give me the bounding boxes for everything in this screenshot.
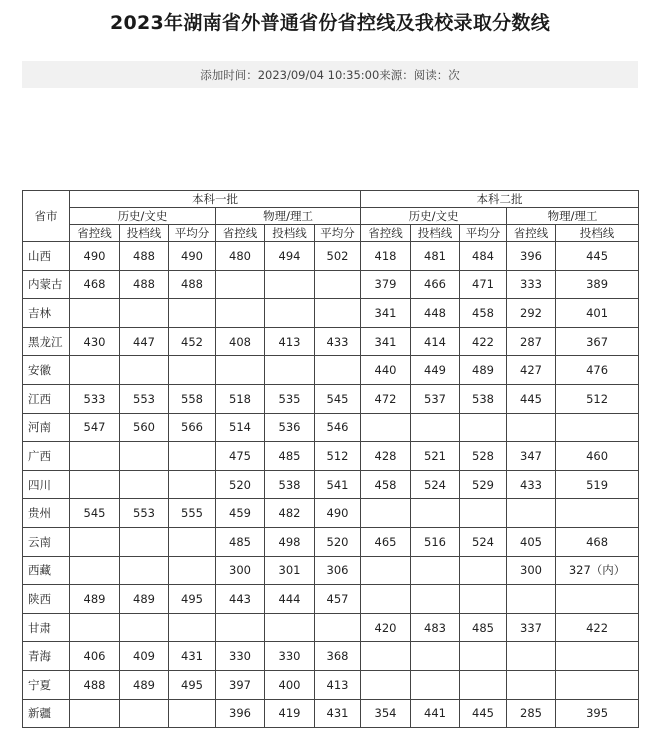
score-cell: 401 bbox=[556, 299, 639, 328]
score-cell: 408 bbox=[216, 327, 265, 356]
score-cell bbox=[361, 642, 411, 671]
score-cell: 431 bbox=[169, 642, 216, 671]
score-cell bbox=[265, 613, 315, 642]
score-cell: 529 bbox=[460, 470, 507, 499]
table-row bbox=[23, 670, 639, 699]
score-cell: 512 bbox=[315, 442, 361, 471]
score-cell: 300 bbox=[216, 556, 265, 585]
score-cell: 553 bbox=[120, 384, 169, 413]
score-cell: 485 bbox=[460, 613, 507, 642]
score-cell bbox=[70, 556, 120, 585]
score-cell bbox=[216, 356, 265, 385]
score-cell: 457 bbox=[315, 585, 361, 614]
score-cell: 533 bbox=[70, 384, 120, 413]
score-cell: 367 bbox=[556, 327, 639, 356]
score-cell: 488 bbox=[120, 270, 169, 299]
score-cell: 524 bbox=[411, 470, 460, 499]
score-cell: 460 bbox=[556, 442, 639, 471]
score-cell: 490 bbox=[169, 242, 216, 271]
table-row bbox=[23, 384, 639, 413]
score-cell: 468 bbox=[70, 270, 120, 299]
score-cell: 341 bbox=[361, 327, 411, 356]
score-cell: 368 bbox=[315, 642, 361, 671]
table-row bbox=[23, 242, 639, 271]
score-cell: 306 bbox=[315, 556, 361, 585]
score-cell bbox=[411, 556, 460, 585]
score-cell: 413 bbox=[315, 670, 361, 699]
score-cell bbox=[120, 356, 169, 385]
score-cell bbox=[315, 299, 361, 328]
score-cell: 546 bbox=[315, 413, 361, 442]
score-cell: 481 bbox=[411, 242, 460, 271]
table-row bbox=[23, 270, 639, 299]
header-row-columns bbox=[23, 225, 639, 242]
score-cell: 518 bbox=[216, 384, 265, 413]
score-cell: 395 bbox=[556, 699, 639, 728]
score-cell: 541 bbox=[315, 470, 361, 499]
score-cell bbox=[216, 299, 265, 328]
score-cell: 489 bbox=[460, 356, 507, 385]
score-cell: 440 bbox=[361, 356, 411, 385]
score-cell: 428 bbox=[361, 442, 411, 471]
column-header: 投档线 bbox=[120, 225, 169, 242]
score-cell bbox=[361, 413, 411, 442]
province-cell: 宁夏 bbox=[23, 670, 70, 699]
score-cell: 431 bbox=[315, 699, 361, 728]
score-cell: 330 bbox=[216, 642, 265, 671]
score-cell: 418 bbox=[361, 242, 411, 271]
score-cell: 396 bbox=[507, 242, 556, 271]
province-cell: 甘肃 bbox=[23, 613, 70, 642]
score-cell: 444 bbox=[265, 585, 315, 614]
score-cell bbox=[361, 670, 411, 699]
province-cell: 安徽 bbox=[23, 356, 70, 385]
score-cell: 560 bbox=[120, 413, 169, 442]
batch-header-2: 本科二批 bbox=[361, 191, 639, 208]
score-cell: 409 bbox=[120, 642, 169, 671]
score-cell bbox=[361, 585, 411, 614]
table-header bbox=[23, 191, 639, 242]
table-row bbox=[23, 442, 639, 471]
header-row-tracks bbox=[23, 208, 639, 225]
score-cell bbox=[556, 499, 639, 528]
track-header: 历史/文史 bbox=[361, 208, 507, 225]
score-cell: 482 bbox=[265, 499, 315, 528]
score-cell bbox=[120, 556, 169, 585]
score-cell bbox=[169, 699, 216, 728]
score-cell: 512 bbox=[556, 384, 639, 413]
score-cell: 445 bbox=[460, 699, 507, 728]
score-cell: 448 bbox=[411, 299, 460, 328]
score-cell: 354 bbox=[361, 699, 411, 728]
score-cell bbox=[70, 356, 120, 385]
score-cell bbox=[70, 699, 120, 728]
score-cell: 538 bbox=[460, 384, 507, 413]
score-cell: 292 bbox=[507, 299, 556, 328]
views-label: 阅读： bbox=[413, 67, 449, 82]
score-cell: 422 bbox=[556, 613, 639, 642]
score-cell: 397 bbox=[216, 670, 265, 699]
score-cell bbox=[556, 585, 639, 614]
column-header: 投档线 bbox=[265, 225, 315, 242]
table-row bbox=[23, 356, 639, 385]
score-cell: 485 bbox=[265, 442, 315, 471]
score-cell bbox=[460, 413, 507, 442]
score-cell bbox=[361, 499, 411, 528]
score-cell bbox=[265, 270, 315, 299]
views-unit: 次 bbox=[448, 67, 460, 82]
score-cell: 419 bbox=[265, 699, 315, 728]
score-cell: 458 bbox=[361, 470, 411, 499]
score-cell: 495 bbox=[169, 585, 216, 614]
score-cell bbox=[169, 527, 216, 556]
score-cell bbox=[70, 299, 120, 328]
score-cell: 521 bbox=[411, 442, 460, 471]
table-body bbox=[23, 242, 639, 728]
track-header: 物理/理工 bbox=[216, 208, 361, 225]
score-cell bbox=[411, 670, 460, 699]
score-cell: 545 bbox=[70, 499, 120, 528]
table-row bbox=[23, 556, 639, 585]
score-cell: 558 bbox=[169, 384, 216, 413]
score-cell: 547 bbox=[70, 413, 120, 442]
score-cell bbox=[507, 670, 556, 699]
score-cell bbox=[120, 470, 169, 499]
score-cell: 420 bbox=[361, 613, 411, 642]
score-cell: 514 bbox=[216, 413, 265, 442]
score-cell: 489 bbox=[120, 585, 169, 614]
score-cell: 449 bbox=[411, 356, 460, 385]
province-cell: 内蒙古 bbox=[23, 270, 70, 299]
score-cell: 433 bbox=[315, 327, 361, 356]
score-cell bbox=[216, 270, 265, 299]
score-cell: 516 bbox=[411, 527, 460, 556]
score-cell: 524 bbox=[460, 527, 507, 556]
score-cell: 330 bbox=[265, 642, 315, 671]
score-cell bbox=[169, 470, 216, 499]
score-cell bbox=[556, 642, 639, 671]
score-cell: 396 bbox=[216, 699, 265, 728]
score-cell bbox=[460, 585, 507, 614]
table-row bbox=[23, 699, 639, 728]
score-cell: 535 bbox=[265, 384, 315, 413]
score-cell bbox=[70, 527, 120, 556]
score-cell: 300 bbox=[507, 556, 556, 585]
score-cell: 545 bbox=[315, 384, 361, 413]
province-header: 省市 bbox=[23, 191, 70, 242]
score-cell: 413 bbox=[265, 327, 315, 356]
column-header: 省控线 bbox=[70, 225, 120, 242]
track-header: 物理/理工 bbox=[507, 208, 639, 225]
score-cell: 538 bbox=[265, 470, 315, 499]
score-cell bbox=[460, 670, 507, 699]
score-cell: 465 bbox=[361, 527, 411, 556]
score-cell bbox=[216, 613, 265, 642]
score-cell bbox=[70, 470, 120, 499]
score-cell: 287 bbox=[507, 327, 556, 356]
column-header: 省控线 bbox=[216, 225, 265, 242]
score-cell: 480 bbox=[216, 242, 265, 271]
score-cell: 483 bbox=[411, 613, 460, 642]
score-cell bbox=[169, 556, 216, 585]
province-cell: 江西 bbox=[23, 384, 70, 413]
table-row bbox=[23, 527, 639, 556]
table-row bbox=[23, 413, 639, 442]
table-row bbox=[23, 585, 639, 614]
score-cell: 553 bbox=[120, 499, 169, 528]
score-cell: 414 bbox=[411, 327, 460, 356]
score-cell: 447 bbox=[120, 327, 169, 356]
score-cell: 520 bbox=[315, 527, 361, 556]
score-cell: 405 bbox=[507, 527, 556, 556]
score-cell: 476 bbox=[556, 356, 639, 385]
source-label: 来源： bbox=[379, 67, 414, 82]
province-cell: 西藏 bbox=[23, 556, 70, 585]
province-cell: 吉林 bbox=[23, 299, 70, 328]
score-cell bbox=[70, 613, 120, 642]
page-title: 2023年湖南省外普通省份省控线及我校录取分数线 bbox=[109, 12, 551, 34]
score-cell bbox=[361, 556, 411, 585]
score-cell: 452 bbox=[169, 327, 216, 356]
admission-score-table bbox=[22, 190, 639, 728]
score-cell: 488 bbox=[70, 670, 120, 699]
score-cell: 422 bbox=[460, 327, 507, 356]
score-cell bbox=[556, 413, 639, 442]
score-cell bbox=[120, 442, 169, 471]
article-meta-bar bbox=[22, 61, 638, 88]
column-header: 平均分 bbox=[169, 225, 216, 242]
score-cell: 472 bbox=[361, 384, 411, 413]
score-cell bbox=[315, 356, 361, 385]
score-cell bbox=[315, 613, 361, 642]
province-cell: 青海 bbox=[23, 642, 70, 671]
score-cell bbox=[411, 585, 460, 614]
score-cell: 488 bbox=[120, 242, 169, 271]
score-cell bbox=[265, 356, 315, 385]
score-cell bbox=[120, 699, 169, 728]
score-cell bbox=[120, 527, 169, 556]
score-cell: 427 bbox=[507, 356, 556, 385]
score-cell bbox=[556, 670, 639, 699]
score-cell: 443 bbox=[216, 585, 265, 614]
score-cell: 489 bbox=[70, 585, 120, 614]
score-cell bbox=[411, 499, 460, 528]
score-cell: 484 bbox=[460, 242, 507, 271]
score-cell bbox=[411, 413, 460, 442]
score-cell bbox=[265, 299, 315, 328]
score-cell: 555 bbox=[169, 499, 216, 528]
added-time-value: 2023/09/04 10:35:00 bbox=[257, 67, 380, 82]
score-cell: 441 bbox=[411, 699, 460, 728]
batch-header-1: 本科一批 bbox=[70, 191, 361, 208]
score-cell: 285 bbox=[507, 699, 556, 728]
score-cell: 458 bbox=[460, 299, 507, 328]
score-cell: 495 bbox=[169, 670, 216, 699]
score-cell: 490 bbox=[70, 242, 120, 271]
table-row bbox=[23, 642, 639, 671]
table-row bbox=[23, 499, 639, 528]
score-cell: 528 bbox=[460, 442, 507, 471]
score-cell: 341 bbox=[361, 299, 411, 328]
column-header: 平均分 bbox=[460, 225, 507, 242]
score-cell: 494 bbox=[265, 242, 315, 271]
score-cell bbox=[460, 556, 507, 585]
score-cell: 459 bbox=[216, 499, 265, 528]
score-cell: 520 bbox=[216, 470, 265, 499]
score-cell: 327（内） bbox=[556, 556, 639, 585]
score-cell bbox=[120, 613, 169, 642]
track-header: 历史/文史 bbox=[70, 208, 216, 225]
score-cell bbox=[169, 356, 216, 385]
score-cell: 489 bbox=[120, 670, 169, 699]
score-cell bbox=[411, 642, 460, 671]
score-cell: 498 bbox=[265, 527, 315, 556]
score-cell: 475 bbox=[216, 442, 265, 471]
score-cell: 536 bbox=[265, 413, 315, 442]
score-cell bbox=[120, 299, 169, 328]
score-cell bbox=[70, 442, 120, 471]
score-cell bbox=[315, 270, 361, 299]
score-cell: 488 bbox=[169, 270, 216, 299]
table-row bbox=[23, 613, 639, 642]
column-header: 投档线 bbox=[556, 225, 639, 242]
score-cell bbox=[507, 499, 556, 528]
column-header: 省控线 bbox=[507, 225, 556, 242]
score-cell bbox=[460, 642, 507, 671]
score-cell: 430 bbox=[70, 327, 120, 356]
score-cell: 379 bbox=[361, 270, 411, 299]
province-cell: 黑龙江 bbox=[23, 327, 70, 356]
score-cell: 519 bbox=[556, 470, 639, 499]
score-cell: 566 bbox=[169, 413, 216, 442]
score-cell: 537 bbox=[411, 384, 460, 413]
score-cell: 389 bbox=[556, 270, 639, 299]
column-header: 投档线 bbox=[411, 225, 460, 242]
province-cell: 四川 bbox=[23, 470, 70, 499]
score-cell: 400 bbox=[265, 670, 315, 699]
score-cell bbox=[507, 642, 556, 671]
added-time-label: 添加时间： bbox=[200, 67, 258, 82]
table-row bbox=[23, 470, 639, 499]
score-cell: 466 bbox=[411, 270, 460, 299]
score-cell: 347 bbox=[507, 442, 556, 471]
table-row bbox=[23, 327, 639, 356]
score-cell: 301 bbox=[265, 556, 315, 585]
score-cell bbox=[169, 442, 216, 471]
score-cell: 333 bbox=[507, 270, 556, 299]
score-cell: 468 bbox=[556, 527, 639, 556]
province-cell: 山西 bbox=[23, 242, 70, 271]
province-cell: 广西 bbox=[23, 442, 70, 471]
province-cell: 河南 bbox=[23, 413, 70, 442]
score-cell: 445 bbox=[507, 384, 556, 413]
score-cell: 406 bbox=[70, 642, 120, 671]
province-cell: 新疆 bbox=[23, 699, 70, 728]
score-cell: 502 bbox=[315, 242, 361, 271]
score-cell bbox=[507, 413, 556, 442]
score-cell: 337 bbox=[507, 613, 556, 642]
score-cell bbox=[169, 613, 216, 642]
score-cell: 490 bbox=[315, 499, 361, 528]
province-cell: 贵州 bbox=[23, 499, 70, 528]
score-cell bbox=[169, 299, 216, 328]
header-row-batches bbox=[23, 191, 639, 208]
column-header: 省控线 bbox=[361, 225, 411, 242]
table-row bbox=[23, 299, 639, 328]
score-cell: 485 bbox=[216, 527, 265, 556]
province-cell: 云南 bbox=[23, 527, 70, 556]
province-cell: 陕西 bbox=[23, 585, 70, 614]
score-cell: 433 bbox=[507, 470, 556, 499]
score-cell: 445 bbox=[556, 242, 639, 271]
score-cell bbox=[507, 585, 556, 614]
column-header: 平均分 bbox=[315, 225, 361, 242]
score-cell: 471 bbox=[460, 270, 507, 299]
score-cell bbox=[460, 499, 507, 528]
